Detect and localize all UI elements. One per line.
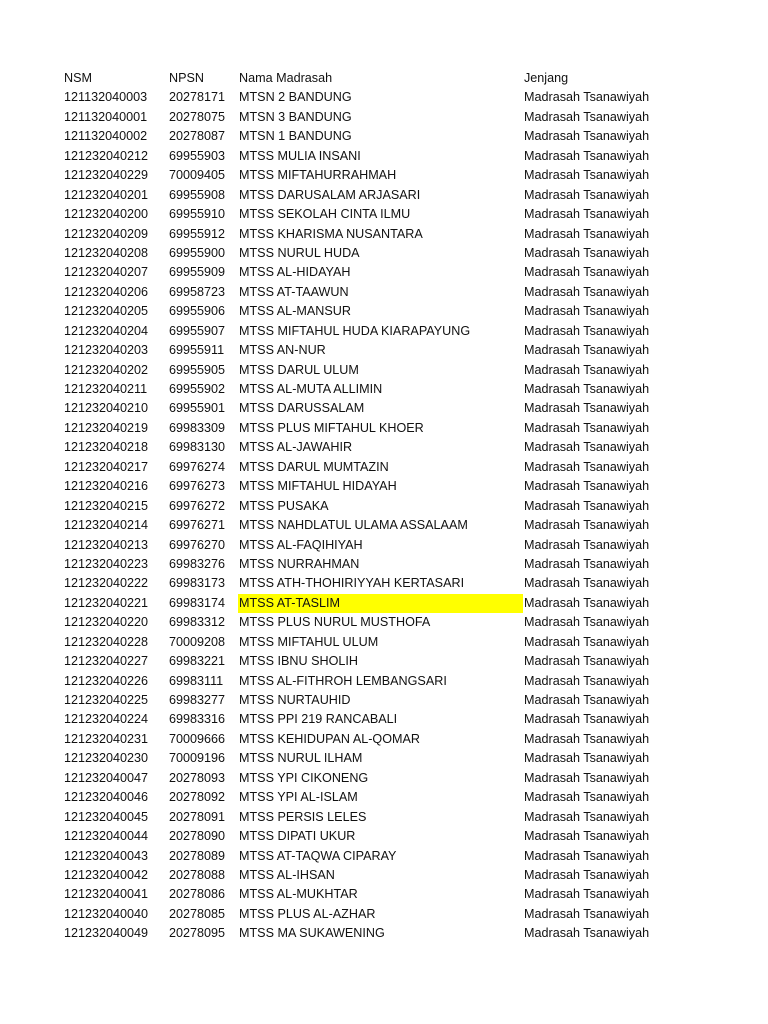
cell-nsm[interactable]: 121232040215: [64, 498, 149, 513]
cell-npsn[interactable]: 69955906: [169, 304, 226, 319]
cell-npsn[interactable]: 69983130: [169, 440, 226, 455]
cell-jenjang[interactable]: Madrasah Tsanawiyah: [524, 382, 650, 396]
cell-jenjang[interactable]: Madrasah Tsanawiyah: [524, 751, 650, 766]
table-body: [0, 88, 768, 943]
cell-nsm[interactable]: 121232040200: [64, 207, 149, 222]
cell-nama-madrasah[interactable]: MTSS MIFTAHUL ULUM: [239, 634, 379, 649]
table-row: [0, 827, 768, 846]
cell-jenjang[interactable]: Madrasah Tsanawiyah: [524, 148, 650, 163]
cell-nama-madrasah[interactable]: MTSS AL-MUTA ALLIMIN: [239, 382, 383, 396]
cell-npsn[interactable]: 69955909: [169, 265, 226, 280]
cell-nama-madrasah[interactable]: MTSS AL-FAQIHIYAH: [239, 537, 363, 552]
table-row: [0, 574, 768, 593]
table-row: [0, 516, 768, 535]
cell-npsn[interactable]: 69983316: [169, 712, 226, 727]
cell-npsn[interactable]: 69955901: [169, 401, 226, 416]
cell-npsn[interactable]: 69983276: [169, 556, 226, 571]
table-row: [0, 652, 768, 671]
cell-nama-madrasah[interactable]: MTSS AT-TASLIM: [238, 594, 523, 613]
cell-npsn[interactable]: 69976271: [169, 518, 226, 533]
cell-npsn[interactable]: 69955900: [169, 245, 226, 260]
table-row: [0, 749, 768, 768]
table-row: [0, 399, 768, 418]
table-row: [0, 283, 768, 302]
cell-nama-madrasah[interactable]: MTSS NURTAUHID: [239, 693, 351, 707]
cell-jenjang[interactable]: Madrasah Tsanawiyah: [524, 556, 650, 571]
cell-npsn[interactable]: 69955911: [169, 343, 225, 358]
cell-jenjang[interactable]: Madrasah Tsanawiyah: [524, 576, 650, 591]
cell-jenjang[interactable]: Madrasah Tsanawiyah: [524, 109, 650, 124]
cell-npsn[interactable]: 69955905: [169, 362, 226, 377]
cell-jenjang[interactable]: Madrasah Tsanawiyah: [524, 401, 650, 416]
cell-jenjang[interactable]: Madrasah Tsanawiyah: [524, 245, 650, 260]
cell-npsn[interactable]: 69983174: [169, 595, 226, 610]
cell-nama-madrasah[interactable]: MTSS AL-MUKHTAR: [239, 887, 358, 902]
cell-npsn[interactable]: 69955902: [169, 382, 226, 396]
cell-nama-madrasah[interactable]: MTSS MIFTAHURRAHMAH: [239, 168, 397, 183]
cell-nsm[interactable]: 121232040206: [64, 284, 149, 299]
table-row: [0, 672, 768, 691]
cell-nama-madrasah[interactable]: MTSS PLUS NURUL MUSTHOFA: [239, 615, 431, 630]
cell-nsm[interactable]: 121232040228: [64, 634, 149, 649]
cell-jenjang[interactable]: Madrasah Tsanawiyah: [524, 479, 650, 494]
table-row: [0, 380, 768, 399]
cell-nsm[interactable]: 121232040044: [64, 829, 149, 844]
cell-nama-madrasah[interactable]: MTSS MULIA INSANI: [239, 148, 361, 163]
cell-nsm[interactable]: 121232040042: [64, 867, 149, 882]
cell-nsm[interactable]: 121232040227: [64, 654, 149, 669]
cell-nsm[interactable]: 121232040221: [64, 595, 149, 610]
table-row: [0, 788, 768, 807]
cell-npsn[interactable]: 69955910: [169, 207, 226, 222]
table-row: [0, 477, 768, 496]
cell-npsn[interactable]: 70009666: [169, 731, 226, 746]
cell-nsm[interactable]: 121232040045: [64, 809, 149, 824]
cell-jenjang[interactable]: Madrasah Tsanawiyah: [524, 731, 650, 746]
cell-nsm[interactable]: 121232040218: [64, 440, 149, 455]
table-row: [0, 613, 768, 632]
table-row: [0, 361, 768, 380]
cell-npsn[interactable]: 69983277: [169, 693, 226, 707]
cell-nsm[interactable]: 121232040225: [64, 693, 149, 707]
cell-jenjang[interactable]: Madrasah Tsanawiyah: [524, 304, 650, 319]
cell-npsn[interactable]: 69976272: [169, 498, 226, 513]
cell-npsn[interactable]: 69976270: [169, 537, 226, 552]
cell-npsn[interactable]: 70009208: [169, 634, 226, 649]
cell-npsn[interactable]: 69976274: [169, 459, 226, 474]
cell-nsm[interactable]: 121232040220: [64, 615, 149, 630]
table-row: [0, 438, 768, 457]
table-row: [0, 847, 768, 866]
cell-jenjang[interactable]: Madrasah Tsanawiyah: [524, 129, 650, 144]
cell-nsm[interactable]: 121232040223: [64, 556, 149, 571]
cell-npsn[interactable]: 69955907: [169, 323, 226, 338]
cell-nama-madrasah[interactable]: MTSS YPI AL-ISLAM: [239, 790, 358, 805]
table-row: [0, 205, 768, 224]
header-row: [0, 69, 768, 88]
table-row: [0, 497, 768, 516]
cell-npsn[interactable]: 69983309: [169, 420, 226, 435]
header-nsm[interactable]: NSM: [64, 71, 92, 85]
cell-npsn[interactable]: 20278093: [169, 770, 226, 785]
cell-nsm[interactable]: 121232040049: [64, 926, 149, 941]
cell-jenjang[interactable]: Madrasah Tsanawiyah: [524, 829, 650, 844]
cell-nsm[interactable]: 121232040201: [64, 187, 149, 202]
cell-npsn[interactable]: 20278171: [169, 90, 226, 105]
cell-nsm[interactable]: 121232040229: [64, 168, 149, 183]
table-row: [0, 633, 768, 652]
cell-nama-madrasah[interactable]: MTSS ATH-THOHIRIYYAH KERTASARI: [239, 576, 465, 591]
cell-jenjang[interactable]: Madrasah Tsanawiyah: [524, 420, 650, 435]
cell-jenjang[interactable]: Madrasah Tsanawiyah: [524, 537, 650, 552]
cell-jenjang[interactable]: Madrasah Tsanawiyah: [524, 226, 650, 241]
cell-nama-madrasah[interactable]: MTSS PPI 219 RANCABALI: [239, 712, 398, 727]
table-row: [0, 322, 768, 341]
cell-nsm[interactable]: 121232040222: [64, 576, 149, 591]
cell-nama-madrasah[interactable]: MTSS DARUL ULUM: [239, 362, 359, 377]
cell-nsm[interactable]: 121232040041: [64, 887, 149, 902]
table-row: [0, 730, 768, 749]
cell-jenjang[interactable]: Madrasah Tsanawiyah: [524, 654, 650, 669]
cell-npsn[interactable]: 20278095: [169, 926, 226, 941]
cell-nsm[interactable]: 121232040204: [64, 323, 149, 338]
cell-nsm[interactable]: 121232040040: [64, 906, 149, 921]
cell-nama-madrasah[interactable]: MTSS IBNU SHOLIH: [239, 654, 358, 669]
cell-npsn[interactable]: 69983173: [169, 576, 226, 591]
cell-npsn[interactable]: 20278088: [169, 867, 226, 882]
cell-npsn[interactable]: 69955908: [169, 187, 226, 202]
cell-nama-madrasah[interactable]: MTSN 2 BANDUNG: [239, 90, 352, 105]
cell-nama-madrasah[interactable]: MTSS AL-MANSUR: [239, 304, 351, 319]
cell-jenjang[interactable]: Madrasah Tsanawiyah: [524, 595, 650, 610]
cell-jenjang[interactable]: Madrasah Tsanawiyah: [524, 90, 650, 105]
cell-jenjang[interactable]: Madrasah Tsanawiyah: [524, 518, 650, 533]
cell-jenjang[interactable]: Madrasah Tsanawiyah: [524, 265, 650, 280]
cell-npsn[interactable]: 20278091: [169, 809, 226, 824]
cell-jenjang[interactable]: Madrasah Tsanawiyah: [524, 207, 650, 222]
table-row: [0, 555, 768, 574]
cell-jenjang[interactable]: Madrasah Tsanawiyah: [524, 906, 650, 921]
cell-nsm[interactable]: 121232040217: [64, 459, 149, 474]
cell-nsm[interactable]: 121232040203: [64, 343, 149, 358]
cell-nsm[interactable]: 121232040205: [64, 304, 149, 319]
cell-nsm[interactable]: 121232040224: [64, 712, 149, 727]
table-row: [0, 127, 768, 146]
cell-jenjang[interactable]: Madrasah Tsanawiyah: [524, 770, 650, 785]
cell-jenjang[interactable]: Madrasah Tsanawiyah: [524, 459, 650, 474]
table-row: [0, 147, 768, 166]
cell-jenjang[interactable]: Madrasah Tsanawiyah: [524, 848, 650, 863]
cell-nsm[interactable]: 121232040226: [64, 673, 149, 688]
cell-nama-madrasah[interactable]: MTSS NAHDLATUL ULAMA ASSALAAM: [239, 518, 468, 533]
cell-npsn[interactable]: 69958723: [169, 284, 226, 299]
cell-npsn[interactable]: 20278085: [169, 906, 226, 921]
spreadsheet-table: [0, 69, 768, 944]
cell-jenjang[interactable]: Madrasah Tsanawiyah: [524, 809, 650, 824]
cell-nama-madrasah[interactable]: MTSS YPI CIKONENG: [239, 770, 369, 785]
cell-jenjang[interactable]: Madrasah Tsanawiyah: [524, 712, 650, 727]
cell-nama-madrasah[interactable]: MTSS SEKOLAH CINTA ILMU: [239, 207, 411, 222]
cell-npsn[interactable]: 69983221: [169, 654, 226, 669]
cell-jenjang[interactable]: Madrasah Tsanawiyah: [524, 498, 650, 513]
cell-nama-madrasah[interactable]: MTSS AL-IHSAN: [239, 867, 335, 882]
cell-nsm[interactable]: 121232040216: [64, 479, 149, 494]
header-npsn[interactable]: NPSN: [169, 71, 204, 85]
table-row: [0, 302, 768, 321]
table-row: [0, 769, 768, 788]
cell-jenjang[interactable]: Madrasah Tsanawiyah: [524, 168, 650, 183]
cell-npsn[interactable]: 69955912: [169, 226, 226, 241]
cell-nsm[interactable]: 121232040212: [64, 148, 149, 163]
cell-nama-madrasah[interactable]: MTSS KHARISMA NUSANTARA: [239, 226, 423, 241]
cell-jenjang[interactable]: Madrasah Tsanawiyah: [524, 926, 650, 941]
table-row: [0, 88, 768, 107]
cell-nsm[interactable]: 121232040219: [64, 420, 149, 435]
cell-nsm[interactable]: 121232040213: [64, 537, 149, 552]
table-row: [0, 108, 768, 127]
table-row: [0, 419, 768, 438]
cell-nsm[interactable]: 121232040214: [64, 518, 149, 533]
cell-nama-madrasah[interactable]: MTSN 3 BANDUNG: [239, 109, 352, 124]
table-row: [0, 905, 768, 924]
cell-jenjang[interactable]: Madrasah Tsanawiyah: [524, 634, 650, 649]
cell-nama-madrasah[interactable]: MTSS PERSIS LELES: [239, 809, 367, 824]
cell-nsm[interactable]: 121232040047: [64, 770, 149, 785]
cell-npsn[interactable]: 20278090: [169, 829, 226, 844]
cell-jenjang[interactable]: Madrasah Tsanawiyah: [524, 343, 650, 358]
cell-nama-madrasah[interactable]: MTSS MA SUKAWENING: [239, 926, 385, 941]
cell-nama-madrasah[interactable]: MTSS MIFTAHUL HIDAYAH: [239, 479, 397, 494]
cell-nsm[interactable]: 121132040002: [64, 129, 148, 144]
cell-nsm[interactable]: 121232040207: [64, 265, 149, 280]
cell-nsm[interactable]: 121232040208: [64, 245, 149, 260]
cell-jenjang[interactable]: Madrasah Tsanawiyah: [524, 693, 650, 707]
cell-nsm[interactable]: 121232040046: [64, 790, 149, 805]
cell-nama-madrasah[interactable]: MTSS NURUL ILHAM: [239, 751, 363, 766]
cell-jenjang[interactable]: Madrasah Tsanawiyah: [524, 284, 650, 299]
cell-nama-madrasah[interactable]: MTSS PUSAKA: [239, 498, 329, 513]
cell-jenjang[interactable]: Madrasah Tsanawiyah: [524, 615, 650, 630]
table-row: [0, 885, 768, 904]
cell-npsn[interactable]: 69955903: [169, 148, 226, 163]
cell-nama-madrasah[interactable]: MTSS KEHIDUPAN AL-QOMAR: [239, 731, 421, 746]
cell-npsn[interactable]: 20278087: [169, 129, 226, 144]
cell-npsn[interactable]: 20278092: [169, 790, 226, 805]
cell-jenjang[interactable]: Madrasah Tsanawiyah: [524, 790, 650, 805]
cell-jenjang[interactable]: Madrasah Tsanawiyah: [524, 887, 650, 902]
cell-nama-madrasah[interactable]: MTSN 1 BANDUNG: [239, 129, 352, 144]
table-row: [0, 263, 768, 282]
cell-nama-madrasah[interactable]: MTSS DARUSSALAM: [239, 401, 365, 416]
table-row: [0, 341, 768, 360]
cell-npsn[interactable]: 20278089: [169, 848, 226, 863]
cell-nama-madrasah[interactable]: MTSS PLUS MIFTAHUL KHOER: [239, 420, 424, 435]
cell-nama-madrasah[interactable]: MTSS DIPATI UKUR: [239, 829, 356, 844]
table-row: [0, 186, 768, 205]
cell-jenjang[interactable]: Madrasah Tsanawiyah: [524, 867, 650, 882]
table-row: [0, 924, 768, 943]
cell-npsn[interactable]: 69976273: [169, 479, 226, 494]
cell-nama-madrasah[interactable]: MTSS AN-NUR: [239, 343, 326, 358]
cell-jenjang[interactable]: Madrasah Tsanawiyah: [524, 323, 650, 338]
cell-nama-madrasah[interactable]: MTSS AL-JAWAHIR: [239, 440, 353, 455]
cell-nama-madrasah[interactable]: MTSS AT-TAQWA CIPARAY: [239, 848, 397, 863]
cell-nsm[interactable]: 121232040210: [64, 401, 149, 416]
cell-nsm[interactable]: 121232040209: [64, 226, 149, 241]
cell-npsn[interactable]: 70009405: [169, 168, 226, 183]
table-row: [0, 244, 768, 263]
cell-jenjang[interactable]: Madrasah Tsanawiyah: [524, 673, 650, 688]
cell-jenjang[interactable]: Madrasah Tsanawiyah: [524, 440, 650, 455]
cell-nsm[interactable]: 121132040003: [64, 90, 148, 105]
cell-nsm[interactable]: 121232040231: [64, 731, 149, 746]
cell-nama-madrasah[interactable]: MTSS NURRAHMAN: [239, 556, 360, 571]
cell-nsm[interactable]: 121232040202: [64, 362, 149, 377]
cell-nama-madrasah[interactable]: MTSS DARUL MUMTAZIN: [239, 459, 389, 474]
cell-jenjang[interactable]: Madrasah Tsanawiyah: [524, 362, 650, 377]
cell-nama-madrasah[interactable]: MTSS MIFTAHUL HUDA KIARAPAYUNG: [239, 323, 471, 338]
cell-nama-madrasah[interactable]: MTSS NURUL HUDA: [239, 245, 360, 260]
cell-nsm[interactable]: 121132040001: [64, 109, 148, 124]
cell-nama-madrasah[interactable]: MTSS AT-TAAWUN: [239, 284, 349, 299]
table-row: [0, 866, 768, 885]
table-row: [0, 691, 768, 710]
table-row: [0, 710, 768, 729]
table-row: [0, 536, 768, 555]
cell-nama-madrasah[interactable]: MTSS AL-FITHROH LEMBANGSARI: [239, 673, 447, 688]
cell-nama-madrasah[interactable]: MTSS AL-HIDAYAH: [239, 265, 351, 280]
cell-npsn[interactable]: 70009196: [169, 751, 226, 766]
table-row: [0, 458, 768, 477]
cell-nsm[interactable]: 121232040043: [64, 848, 149, 863]
cell-nama-madrasah[interactable]: MTSS DARUSALAM ARJASARI: [239, 187, 421, 202]
cell-jenjang[interactable]: Madrasah Tsanawiyah: [524, 187, 650, 202]
table-row: [0, 808, 768, 827]
cell-nama-madrasah[interactable]: MTSS PLUS AL-AZHAR: [239, 906, 376, 921]
cell-npsn[interactable]: 20278086: [169, 887, 226, 902]
header-nama-madrasah[interactable]: Nama Madrasah: [239, 71, 333, 85]
cell-nsm[interactable]: 121232040211: [64, 382, 148, 396]
table-row: [0, 166, 768, 185]
cell-npsn[interactable]: 69983111: [169, 673, 224, 688]
cell-npsn[interactable]: 20278075: [169, 109, 226, 124]
cell-npsn[interactable]: 69983312: [169, 615, 226, 630]
header-jenjang[interactable]: Jenjang: [524, 71, 569, 85]
cell-nsm[interactable]: 121232040230: [64, 751, 149, 766]
table-row: [0, 594, 768, 613]
table-row: [0, 225, 768, 244]
